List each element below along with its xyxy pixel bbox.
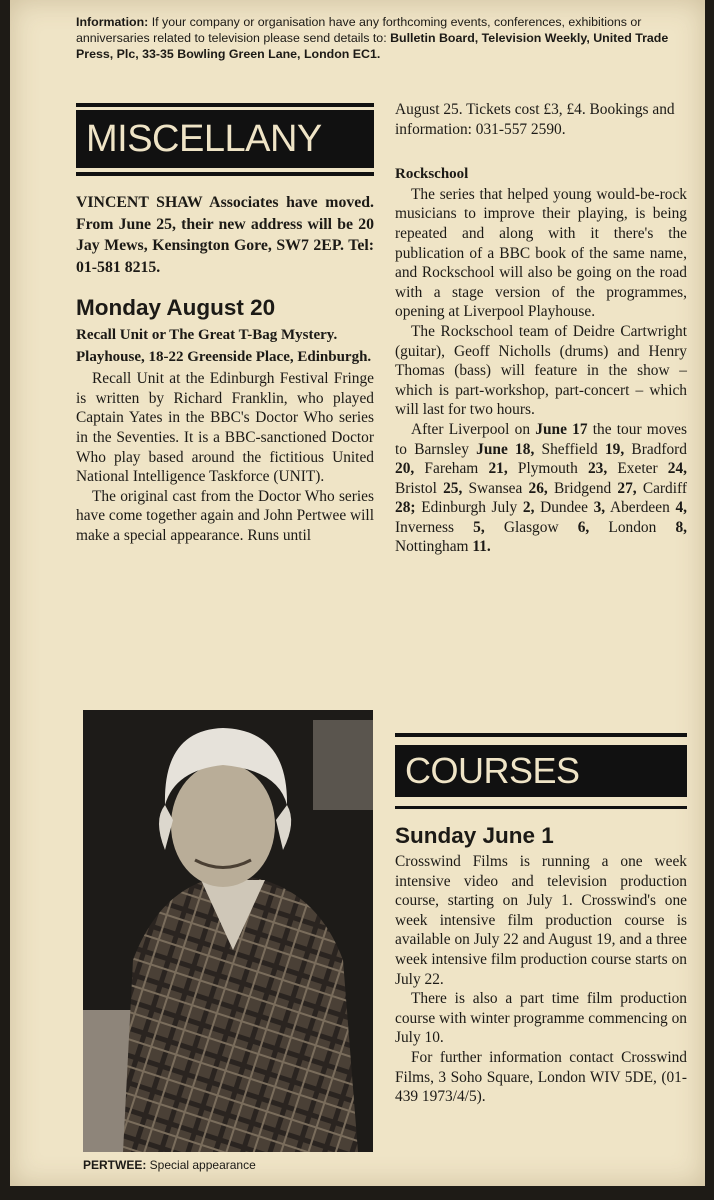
rockschool-tour-paragraph [395,420,687,557]
recall-unit-paragraph: Recall Unit at the Edinburgh Festival Fringe is written by Richard Franklin, who played Captain Yates in the BBC's Doctor Who series in the Seventies. It is a BBC-sanctioned Doctor Who play based around the fictitious United National Intelligence Taskforce (UNIT). [76,370,374,486]
rockschool-heading: Rockschool [395,166,469,183]
caption-text: Special appearance [146,1158,256,1172]
rockschool-paragraph-1: The series that helped young would-be-rock musicians to improve their playing, is being repeated and along with it there's the publication of a BBC book of the same name, and Rockschool will also be going on the road with a stage version of the programmes, opening at Liverpool Playhouse. [395,185,687,321]
pertwee-portrait-drawing [83,710,373,1152]
miscellany-title: MISCELLANY [76,110,374,168]
info-label: Information: [76,15,149,29]
tour-text: Plymouth [507,460,588,478]
tour-date: 25, [443,479,463,497]
tour-date: 23, [587,460,608,478]
tour-text: Fareham [414,460,489,478]
tour-date: 24, [667,460,688,478]
crosswind-paragraph-2: There is also a part time film production course with winter programme commencing on July 10. [395,990,687,1047]
photo-caption [83,1158,373,1172]
tour-text: Bridgend [547,479,618,497]
tour-date: June 18, [476,440,535,458]
recall-unit-title: Recall Unit or The Great T-Bag Mystery. [76,327,338,343]
tour-text: Aberdeen [605,499,676,517]
tour-text: Inverness [395,518,474,536]
tour-text: Cardiff [636,479,687,497]
recall-unit-continued: August 25. Tickets cost £3, £4. Bookings and information: 031-557 2590. [395,101,675,138]
right-column [395,100,687,557]
information-notice [76,14,676,62]
vincent-shaw-notice: VINCENT SHAW Associates have moved. From June 25, their new address will be 20 Jay Mews, Kensington Gore, SW7 2EP. Tel: 01-581 8215. [76,194,374,276]
tour-date: 6, [577,518,590,536]
tour-date: 26, [528,479,548,497]
tour-date: 11. [472,538,491,556]
tour-text: Bristol [395,479,444,497]
crosswind-paragraph-3: For further information contact Crosswind Films, 3 Soho Square, London WIV 5DE, (01-439 1973/4/5). [395,1048,687,1106]
tour-date: 19, [604,440,625,458]
playhouse-venue: Playhouse, 18-22 Greenside Place, Edinburgh. [76,348,372,365]
tour-date: June 17 [535,420,588,438]
tour-text: Swansea [462,479,529,497]
info-address: Bulletin Board, Television Weekly, United Trade Press, Plc, 33-35 Bowling Green Lane, London EC1. [76,31,669,61]
original-cast-paragraph: The original cast from the Doctor Who series have come together again and John Pertwee will make a special appearance. Runs until [76,487,374,544]
monday-august-20-heading: Monday August 20 [76,295,276,320]
tour-date: 20, [395,460,415,478]
tour-date: 3, [593,499,606,517]
courses-column [395,822,687,1107]
tour-text: Nottingham [395,538,473,556]
courses-title: COURSES [395,745,687,797]
tour-text: Sheffield [534,440,605,458]
tour-text: After Liverpool on [411,420,536,438]
tour-text: London [589,518,676,536]
tour-date: 21, [488,460,508,478]
sunday-june-1-heading: Sunday June 1 [395,823,554,848]
miscellany-top-rule [76,103,374,107]
tour-text: Edinburgh July [415,499,523,517]
tour-text: Dundee [534,499,594,517]
tour-text: the tour moves to Barnsley [395,420,687,458]
courses-bottom-rule [395,806,687,809]
crosswind-paragraph-1: Crosswind Films is running a one week intensive video and television production course, starting on July 1. Crosswind's one week intensive film production course is available on July 22 and August 19, and a three week intensive film production course starts on July 22. [395,853,687,988]
caption-bold: PERTWEE: [83,1158,147,1172]
tour-date: 4, [675,499,687,517]
tour-date: 28; [395,499,416,517]
tour-text: Glasgow [484,518,578,536]
tour-text: Bradford [624,440,687,458]
tour-date: 2, [522,499,535,517]
tour-text: Exeter [607,460,668,478]
tour-date: 8, [675,518,687,536]
courses-top-rule [395,733,687,737]
left-column [76,192,374,546]
rockschool-paragraph-2: The Rockschool team of Deidre Cartwright (guitar), Geoff Nicholls (drums) and Henry Thomas (bass) will feature in the show – which is part-workshop, part-concert – which will last for two hours. [395,322,687,419]
tour-date: 5, [473,518,485,536]
info-text: If your company or organisation have any forthcoming events, conferences, exhibitions or anniversaries related to television please send details to: [76,15,642,45]
pertwee-photo [83,710,373,1152]
tour-date: 27, [617,479,637,497]
miscellany-bottom-rule [76,172,374,176]
